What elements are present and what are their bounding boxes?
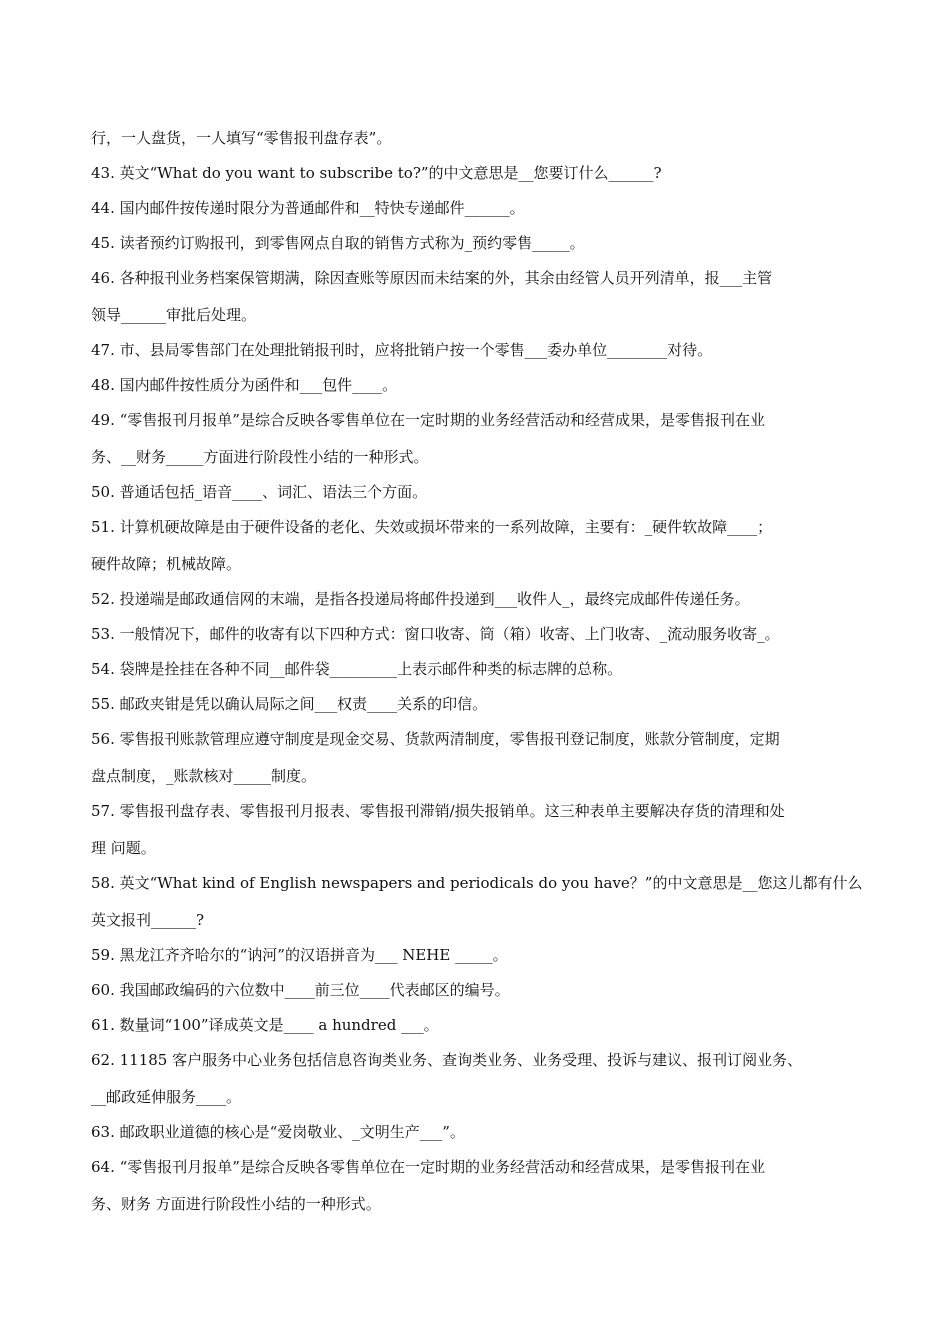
question-49: 49. “零售报刊月报单”是综合反映各零售单位在一定时期的业务经营活动和经营成果，是零售报刊在业 <box>91 411 765 429</box>
question-60: 60. 我国邮政编码的六位数中____前三位____代表邮区的编号。 <box>91 981 510 999</box>
text-line: 务、__财务_____方面进行阶段性小结的一种形式。 <box>91 448 429 466</box>
question-46: 46. 各种报刊业务档案保管期满，除因查账等原因而未结案的外，其余由经管人员开列清单，报___主管 <box>91 269 773 287</box>
text-line: 盘点制度，_账款核对_____制度。 <box>91 767 317 785</box>
text-line: 领导______审批后处理。 <box>91 306 257 324</box>
question-54: 54. 袋牌是拴挂在各种不同__邮件袋_________上表示邮件种类的标志牌的总称。 <box>91 660 623 678</box>
question-52: 52. 投递端是邮政通信网的末端，是指各投递局将邮件投递到___收件人_，最终完成邮件传递任务。 <box>91 590 750 608</box>
question-63: 63. 邮政职业道德的核心是“爱岗敬业、_文明生产___”。 <box>91 1123 465 1141</box>
question-59: 59. 黑龙江齐齐哈尔的“讷河”的汉语拼音为___ NEHE _____。 <box>91 946 508 964</box>
question-48: 48. 国内邮件按性质分为函件和___包件____。 <box>91 376 398 394</box>
question-56: 56. 零售报刊账款管理应遵守制度是现金交易、货款两清制度，零售报刊登记制度，账款分管制度，定期 <box>91 730 780 748</box>
text-line: 务、财务 方面进行阶段性小结的一种形式。 <box>91 1195 381 1213</box>
question-62: 62. 11185 客户服务中心业务包括信息咨询类业务、查询类业务、业务受理、投诉与建议、报刊订阅业务、 <box>91 1051 803 1069</box>
text-line: 英文报刊______? <box>91 911 205 929</box>
question-58: 58. 英文“What kind of English newspapers and periodicals do you have？”的中文意思是__您这儿都有什么 <box>91 874 863 892</box>
question-50: 50. 普通话包括_语音____、词汇、语法三个方面。 <box>91 483 428 501</box>
question-51: 51. 计算机硬故障是由于硬件设备的老化、失效或损坏带来的一系列故障，主要有：_硬件软故障____； <box>91 518 773 536</box>
text-line: 硬件故障；机械故障。 <box>91 555 242 573</box>
text-line: 理 问题。 <box>91 839 156 857</box>
question-61: 61. 数量词“100”译成英文是____ a hundred ___。 <box>91 1016 439 1034</box>
question-44: 44. 国内邮件按传递时限分为普通邮件和__特快专递邮件______。 <box>91 199 525 217</box>
question-53: 53. 一般情况下，邮件的收寄有以下四种方式：窗口收寄、筒（箱）收寄、上门收寄、_流动服务收寄_。 <box>91 625 780 643</box>
question-43: 43. 英文“What do you want to subscribe to?”的中文意思是__您要订什么______? <box>91 164 662 182</box>
question-57: 57. 零售报刊盘存表、零售报刊月报表、零售报刊滞销/损失报销单。这三种表单主要解决存货的清理和处 <box>91 802 785 820</box>
text-line: 行，一人盘货，一人填写“零售报刊盘存表”。 <box>91 129 392 147</box>
question-64: 64. “零售报刊月报单”是综合反映各零售单位在一定时期的业务经营活动和经营成果，是零售报刊在业 <box>91 1158 765 1176</box>
question-55: 55. 邮政夹钳是凭以确认局际之间___权责____关系的印信。 <box>91 695 488 713</box>
text-line: __邮政延伸服务____。 <box>91 1088 242 1106</box>
question-45: 45. 读者预约订购报刊，到零售网点自取的销售方式称为_预约零售_____。 <box>91 234 585 252</box>
question-47: 47. 市、县局零售部门在处理批销报刊时，应将批销户按一个零售___委办单位________对待。 <box>91 341 713 359</box>
